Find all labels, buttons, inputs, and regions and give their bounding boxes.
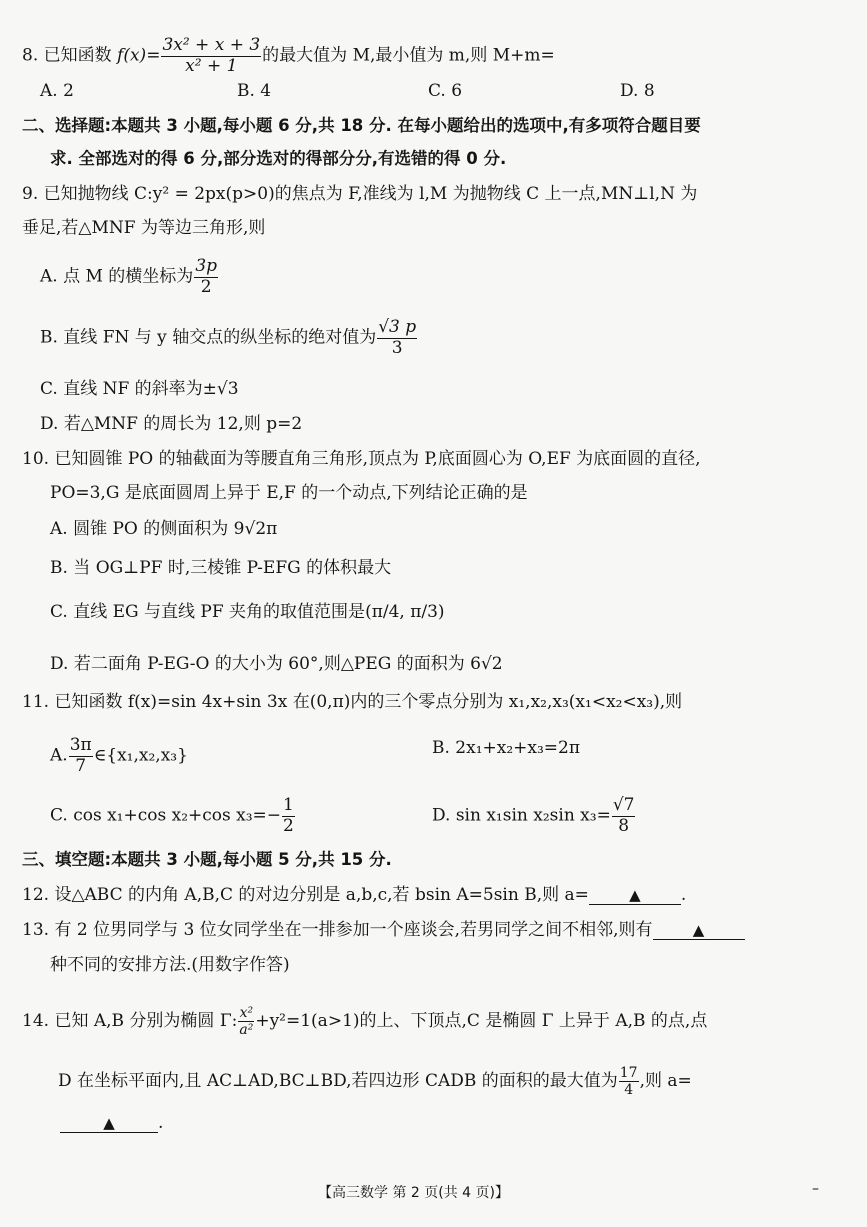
q10-stem: 10. 已知圆锥 PO 的轴截面为等腰直角三角形,顶点为 P,底面圆心为 O,EF 为底面圆的直径,: [22, 449, 701, 469]
page-footer: 【高三数学 第 2 页(共 4 页)】: [318, 1185, 509, 1201]
q9-option-d: D. 若△MNF 的周长为 12,则 p=2: [40, 414, 303, 434]
section3-heading: 三、填空题:本题共 3 小题,每小题 5 分,共 15 分.: [22, 850, 392, 869]
q9-a-fraction: $\frac{3p}{2}$: [195, 256, 218, 297]
q11-option-b: B. 2x₁+x₂+x₃=2π: [432, 738, 581, 758]
q14-ellipse-fraction: $\frac{\text{x²}}{\text{a²}}$: [239, 1005, 254, 1039]
q8-fraction: $\frac{\text{3x² + x + 3}}{\text{x² + 1}}$: [162, 35, 261, 76]
q9-stem-cont: 垂足,若△MNF 为等边三角形,则: [22, 218, 266, 238]
q8-option-d: D. 8: [620, 81, 655, 101]
q9-option-c: C. 直线 NF 的斜率为±√3: [40, 379, 239, 399]
q9-option-a: A. 点 M 的横坐标为 $\frac{3p}{2}$: [40, 256, 218, 297]
q13-stem: 13. 有 2 位男同学与 3 位女同学坐在一排参加一个座谈会,若男同学之间不相邻,则有 ▲: [22, 922, 745, 940]
q9-b-fraction: $\frac{√3 p}{3}$: [378, 317, 417, 358]
q11-option-c: C. cos x₁+cos x₂+cos x₃=− $\frac{1}{2}$: [50, 795, 294, 836]
q8-option-a: A. 2: [40, 81, 74, 101]
q8-stem: 8. 已知函数 f(x)= $\frac{\text{3x² + x + 3}}{\text{x² + 1}}$ 的最大值为 M,最小值为 m,则 M+m=: [22, 35, 555, 76]
q11-a-fraction: $\frac{3\pi}{7}$: [69, 735, 92, 776]
q10-option-c: C. 直线 EG 与直线 PF 夹角的取值范围是(π/4, π/3): [50, 602, 445, 622]
q11-d-fraction: $\frac{√7}{8}$: [612, 795, 635, 836]
corner-mark: –: [812, 1181, 819, 1197]
q9-option-b: B. 直线 FN 与 y 轴交点的纵坐标的绝对值为 $\frac{√3 p}{3}$: [40, 317, 417, 358]
q11-option-d: D. sin x₁sin x₂sin x₃= $\frac{√7}{8}$: [432, 795, 635, 836]
q10-option-a: A. 圆锥 PO 的侧面积为 9√2π: [50, 519, 278, 539]
section2-heading: 二、选择题:本题共 3 小题,每小题 6 分,共 18 分. 在每小题给出的选项中,有多项符合题目要: [22, 116, 701, 135]
q14-area-fraction: $\frac{17}{4}$: [619, 1065, 638, 1099]
q9-stem: 9. 已知抛物线 C:y² = 2px(p>0)的焦点为 F,准线为 l,M 为抛物线 C 上一点,MN⊥l,N 为: [22, 184, 698, 204]
q8-option-c: C. 6: [428, 81, 463, 101]
q13-answer-blank[interactable]: [653, 922, 745, 940]
q10-option-b: B. 当 OG⊥PF 时,三棱锥 P-EFG 的体积最大: [50, 558, 392, 578]
q12-stem: 12. 设△ABC 的内角 A,B,C 的对边分别是 a,b,c,若 bsin A=5sin B,则 a= ▲ .: [22, 885, 687, 905]
q11-c-fraction: $\frac{1}{2}$: [283, 795, 294, 836]
q10-c-range: (π/4, π/3): [365, 602, 445, 622]
q8-option-b: B. 4: [237, 81, 272, 101]
blank-triangle-icon: ▲: [692, 921, 705, 939]
blank-triangle-icon: ▲: [103, 1114, 115, 1132]
section2-heading-cont: 求. 全部选对的得 6 分,部分选对的得部分分,有选错的得 0 分.: [50, 149, 507, 168]
q12-answer-blank[interactable]: [589, 887, 681, 905]
q10-stem-cont: PO=3,G 是底面圆周上异于 E,F 的一个动点,下列结论正确的是: [50, 483, 528, 503]
q10-option-d: D. 若二面角 P-EG-O 的大小为 60°,则△PEG 的面积为 6√2: [50, 654, 503, 674]
q14-stem-cont: D 在坐标平面内,且 AC⊥AD,BC⊥BD,若四边形 CADB 的面积的最大值为 $\frac{17}{4}$ ,则 a=: [58, 1065, 692, 1099]
q14-stem: 14. 已知 A,B 分别为椭圆 Γ: $\frac{\text{x²}}{\text{a²}}$ +y²=1(a>1)的上、下顶点,C 是椭圆 Γ 上异于 A,B 的点,点: [22, 1005, 708, 1039]
q14-answer-blank[interactable]: [60, 1115, 158, 1133]
q13-stem-cont: 种不同的安排方法.(用数字作答): [50, 955, 290, 975]
q11-stem: 11. 已知函数 f(x)=sin 4x+sin 3x 在(0,π)内的三个零点分别为 x₁,x₂,x₃(x₁<x₂<x₃),则: [22, 692, 683, 712]
q11-option-a: A. $\frac{3\pi}{7}$ ∈{x₁,x₂,x₃}: [50, 735, 188, 776]
q14-answer-line: ▲ .: [60, 1115, 163, 1133]
blank-triangle-icon: ▲: [629, 886, 641, 904]
